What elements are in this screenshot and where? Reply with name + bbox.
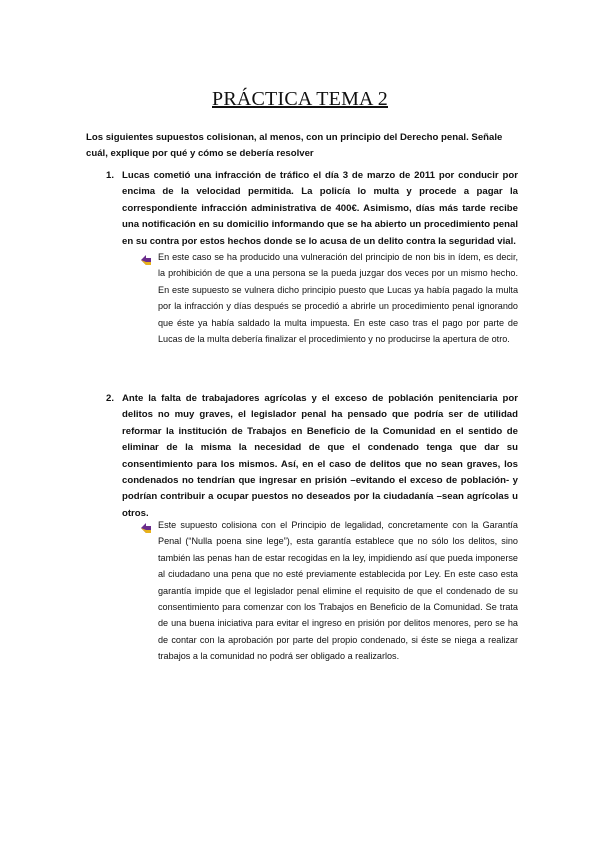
instructions-paragraph: Los siguientes supuestos colisionan, al menos, con un principio del Derecho penal. Señale cuál, explique por qué y cómo se debería resolver (86, 132, 503, 159)
question-1-text: Lucas cometió una infracción de tráfico el día 3 de marzo de 2011 por conducir por encima de la velocidad permitida. La policía lo multa y procede a pagar la correspondiente infracción administrativa de 400€. Asimismo, días más tarde recibe una notificación en su domicilio informando que se ha abierto un procedimiento penal en su contra por estos hechos donde se lo acusa de un delito contra la seguridad vial. (122, 170, 518, 247)
bullet-arrow-icon (140, 522, 152, 534)
question-2-text: Ante la falta de trabajadores agrícolas y el exceso de población penitenciaria por delitos no muy graves, el legislador penal ha pensado que podría ser de utilidad reformar la institución de Trabajos en Beneficio de la Comunidad en el sentido de eliminar de la misma la necesidad de que el condenado tenga que dar su consentimiento para los mismos. Así, en el caso de delitos que no sean graves, los condenados no tendrían que ingresar en prisión –evitando el exceso de población- y podrían contribuir a ocupar puestos no deseados por la ciudadanía –sean agrícolas u otros. (122, 393, 518, 519)
page-title: PRÁCTICA TEMA 2 (212, 88, 388, 110)
answer-2-paragraph: Este supuesto colisiona con el Principio de legalidad, concretamente con la Garantía Penal (“Nulla poena sine lege”), esta garantía establece que no sólo los delitos, sino también las penas han de estar recogidas en la ley, impidiendo así que pueda imponerse al ciudadano una pena que no esté previamente establecida por Ley. En este caso esta garantía impide que el legislador penal elimine el requisito de que el condenado de su consentimiento para comenzar con los Trabajos en Beneficio de la Comunidad. Se trata de una buena iniciativa para evitar el ingreso en prisión por delitos menores, pero se ha de contar con la aprobación por parte del propio condenado, si éste se niega a realizar trabajos a la comunidad no podrá ser obligado a realizarlos. (158, 520, 518, 662)
answer-1-paragraph: En este caso se ha producido una vulneración del principio de non bis in ídem, es decir, la prohibición de que a una persona se la pueda juzgar dos veces por un mismo hecho. En este supuesto se vulnera dicho principio puesto que Lucas ya había pagado la multa por la infracción y días después se procedió a abrirle un procedimiento penal ignorando que éste ya había saldado la multa impuesta. En este caso tras el pago por parte de Lucas de la multa debería finalizar el procedimiento y no producirse la apertura de otro. (158, 252, 518, 345)
bullet-arrow-icon (140, 254, 152, 266)
question-2-number: 2. (106, 393, 115, 404)
question-1-number: 1. (106, 170, 115, 181)
